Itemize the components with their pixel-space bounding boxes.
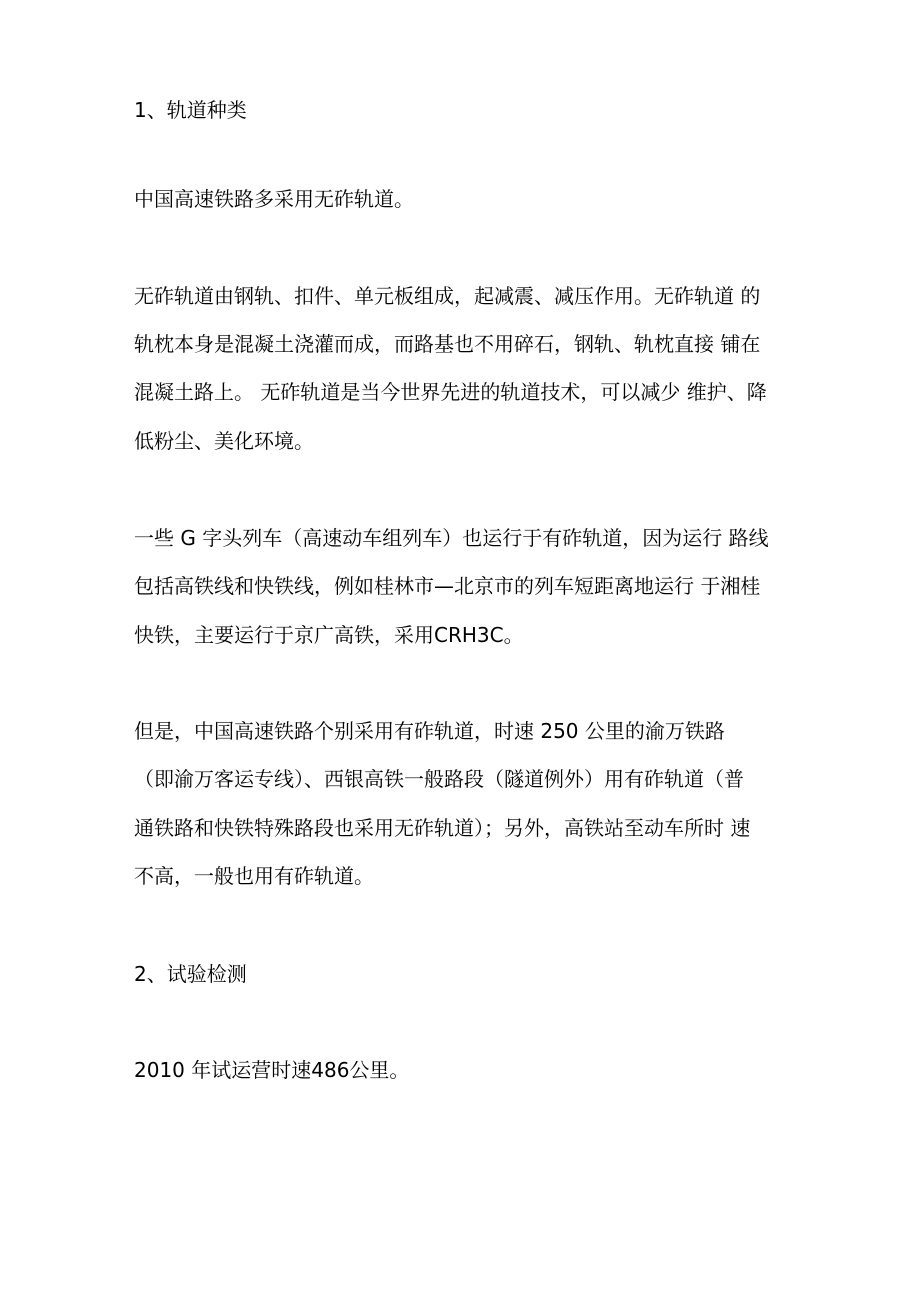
paragraph-line: 通铁路和快铁特殊路段也采用无砟轨道）；另外，高铁站至动车所时 速 — [134, 816, 751, 840]
section-heading-testing: 2、试验检测 — [134, 962, 247, 986]
paragraph-line: 低粉尘、美化环境。 — [134, 429, 314, 453]
paragraph-line: 2010 年试运营时速486公里。 — [134, 1058, 410, 1082]
section-heading-track-types: 1、轨道种类 — [134, 98, 247, 122]
paragraph-line: 快铁，主要运行于京广高铁，采用CRH3C。 — [134, 623, 524, 647]
paragraph-line: 中国高速铁路多采用无砟轨道。 — [134, 187, 414, 211]
paragraph-line: 但是，中国高速铁路个别采用有砟轨道，时速 250 公里的渝万铁路 — [134, 719, 725, 743]
paragraph-line: （即渝万客运专线）、西银高铁一般路段（隧道例外）用有砟轨道（普 — [134, 767, 744, 791]
paragraph-line: 无砟轨道由钢轨、扣件、单元板组成，起减震、减压作用。无砟轨道 的 — [134, 284, 761, 308]
paragraph-line: 一些 G 字头列车（高速动车组列车）也运行于有砟轨道，因为运行 路线 — [134, 526, 769, 550]
paragraph-line: 轨枕本身是混凝土浇灌而成，而路基也不用碎石，钢轨、轨枕直接 铺在 — [134, 332, 761, 356]
paragraph-line: 包括高铁线和快铁线，例如桂林市—北京市的列车短距离地运行 于湘桂 — [134, 574, 761, 598]
paragraph-line: 混凝土路上。 无砟轨道是当今世界先进的轨道技术，可以减少 维护、降 — [134, 380, 767, 404]
paragraph-line: 不高，一般也用有砟轨道。 — [134, 864, 374, 888]
